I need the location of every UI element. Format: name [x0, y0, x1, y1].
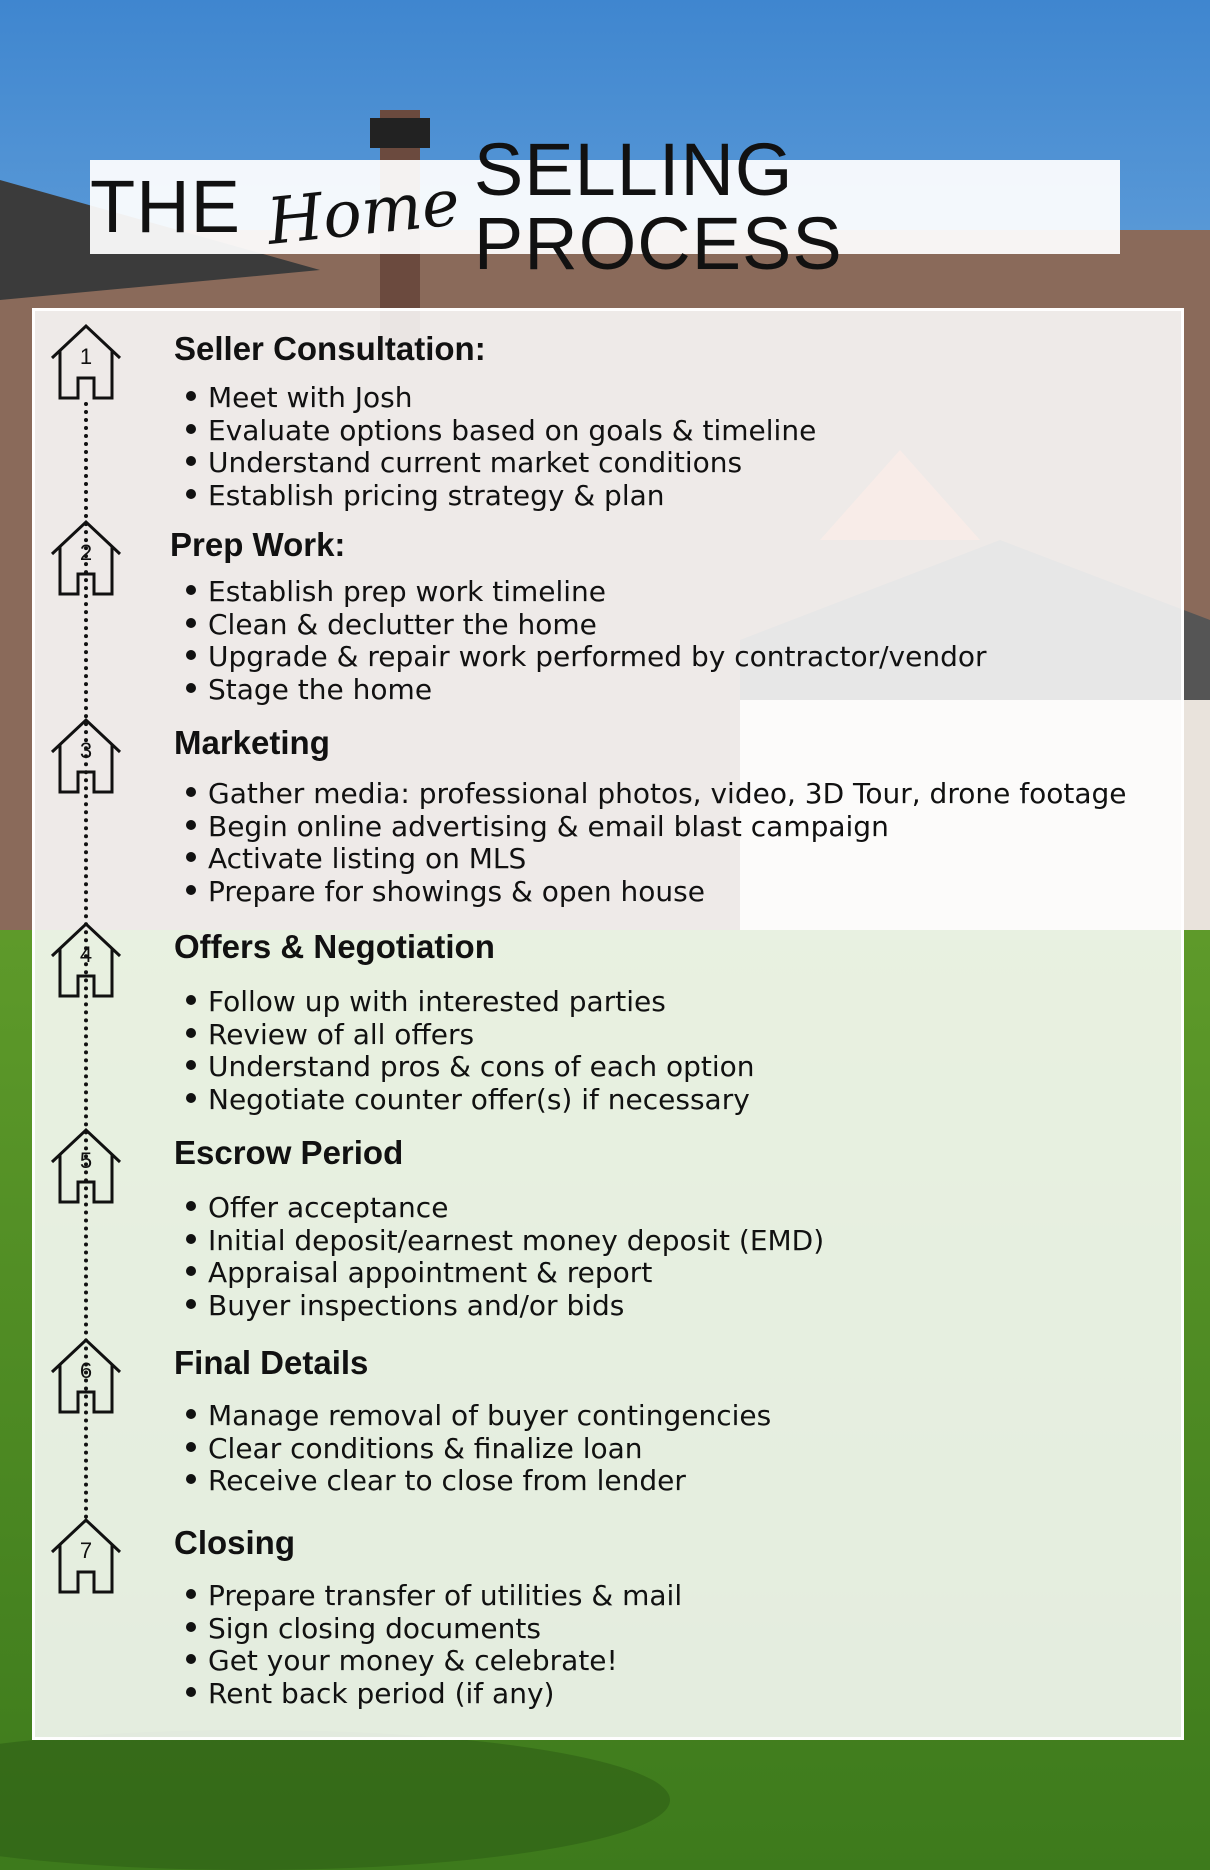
step-number: 3 [79, 738, 93, 763]
step-bullet-list [150, 986, 755, 1116]
step-title: Escrow Period [174, 1134, 404, 1171]
step-number: 4 [79, 942, 93, 967]
step-bullet-list [150, 576, 987, 706]
list-item: Offer acceptance [150, 1192, 824, 1225]
list-item: Prepare for showings & open house [150, 876, 1127, 909]
step-number: 2 [79, 540, 93, 565]
list-item: Buyer inspections and/or bids [150, 1290, 824, 1323]
step-number: 1 [79, 344, 93, 369]
step-title: Final Details [174, 1344, 369, 1381]
list-item: Initial deposit/earnest money deposit (EMD) [150, 1225, 824, 1258]
list-item: Begin online advertising & email blast campaign [150, 811, 1127, 844]
house-icon [46, 516, 126, 600]
house-icon [46, 1334, 126, 1418]
house-icon [46, 714, 126, 798]
title-the: THE [90, 165, 241, 248]
list-item: Receive clear to close from lender [150, 1465, 771, 1498]
list-item: Follow up with interested parties [150, 986, 755, 1019]
house-icon [46, 918, 126, 1002]
step-bullet-list [150, 1580, 682, 1710]
list-item: Appraisal appointment & report [150, 1257, 824, 1290]
list-item: Understand pros & cons of each option [150, 1051, 755, 1084]
step-title: Marketing [174, 724, 330, 761]
list-item: Activate listing on MLS [150, 843, 1127, 876]
step-title: Closing [174, 1524, 295, 1561]
list-item: Establish prep work timeline [150, 576, 987, 609]
step-bullet-list [150, 1192, 824, 1322]
step-bullet-list [150, 382, 816, 512]
list-item: Gather media: professional photos, video, 3D Tour, drone footage [150, 778, 1127, 811]
list-item: Get your money & celebrate! [150, 1645, 682, 1678]
step-number: 7 [79, 1538, 93, 1563]
house-icon [46, 1514, 126, 1598]
house-icon [46, 320, 126, 404]
step-number: 5 [79, 1148, 93, 1173]
list-item: Stage the home [150, 674, 987, 707]
step-bullet-list [150, 778, 1127, 908]
list-item: Establish pricing strategy & plan [150, 480, 816, 513]
list-item: Understand current market conditions [150, 447, 816, 480]
step-title: Prep Work: [170, 526, 346, 563]
step-title: Seller Consultation: [174, 330, 486, 367]
list-item: Clean & declutter the home [150, 609, 987, 642]
list-item: Manage removal of buyer contingencies [150, 1400, 771, 1433]
list-item: Upgrade & repair work performed by contractor/vendor [150, 641, 987, 674]
list-item: Sign closing documents [150, 1613, 682, 1646]
title-home-script: Home [263, 166, 464, 260]
list-item: Review of all offers [150, 1019, 755, 1052]
list-item: Evaluate options based on goals & timeline [150, 415, 816, 448]
step-number: 6 [79, 1358, 93, 1383]
list-item: Negotiate counter offer(s) if necessary [150, 1084, 755, 1117]
step-bullet-list [150, 1400, 771, 1498]
title-banner [90, 128, 1120, 285]
step-title: Offers & Negotiation [174, 928, 495, 965]
house-icon [46, 1124, 126, 1208]
list-item: Rent back period (if any) [150, 1678, 682, 1711]
list-item: Meet with Josh [150, 382, 816, 415]
list-item: Prepare transfer of utilities & mail [150, 1580, 682, 1613]
list-item: Clear conditions & finalize loan [150, 1433, 771, 1466]
title-selling-process: SELLING PROCESS [473, 128, 843, 285]
